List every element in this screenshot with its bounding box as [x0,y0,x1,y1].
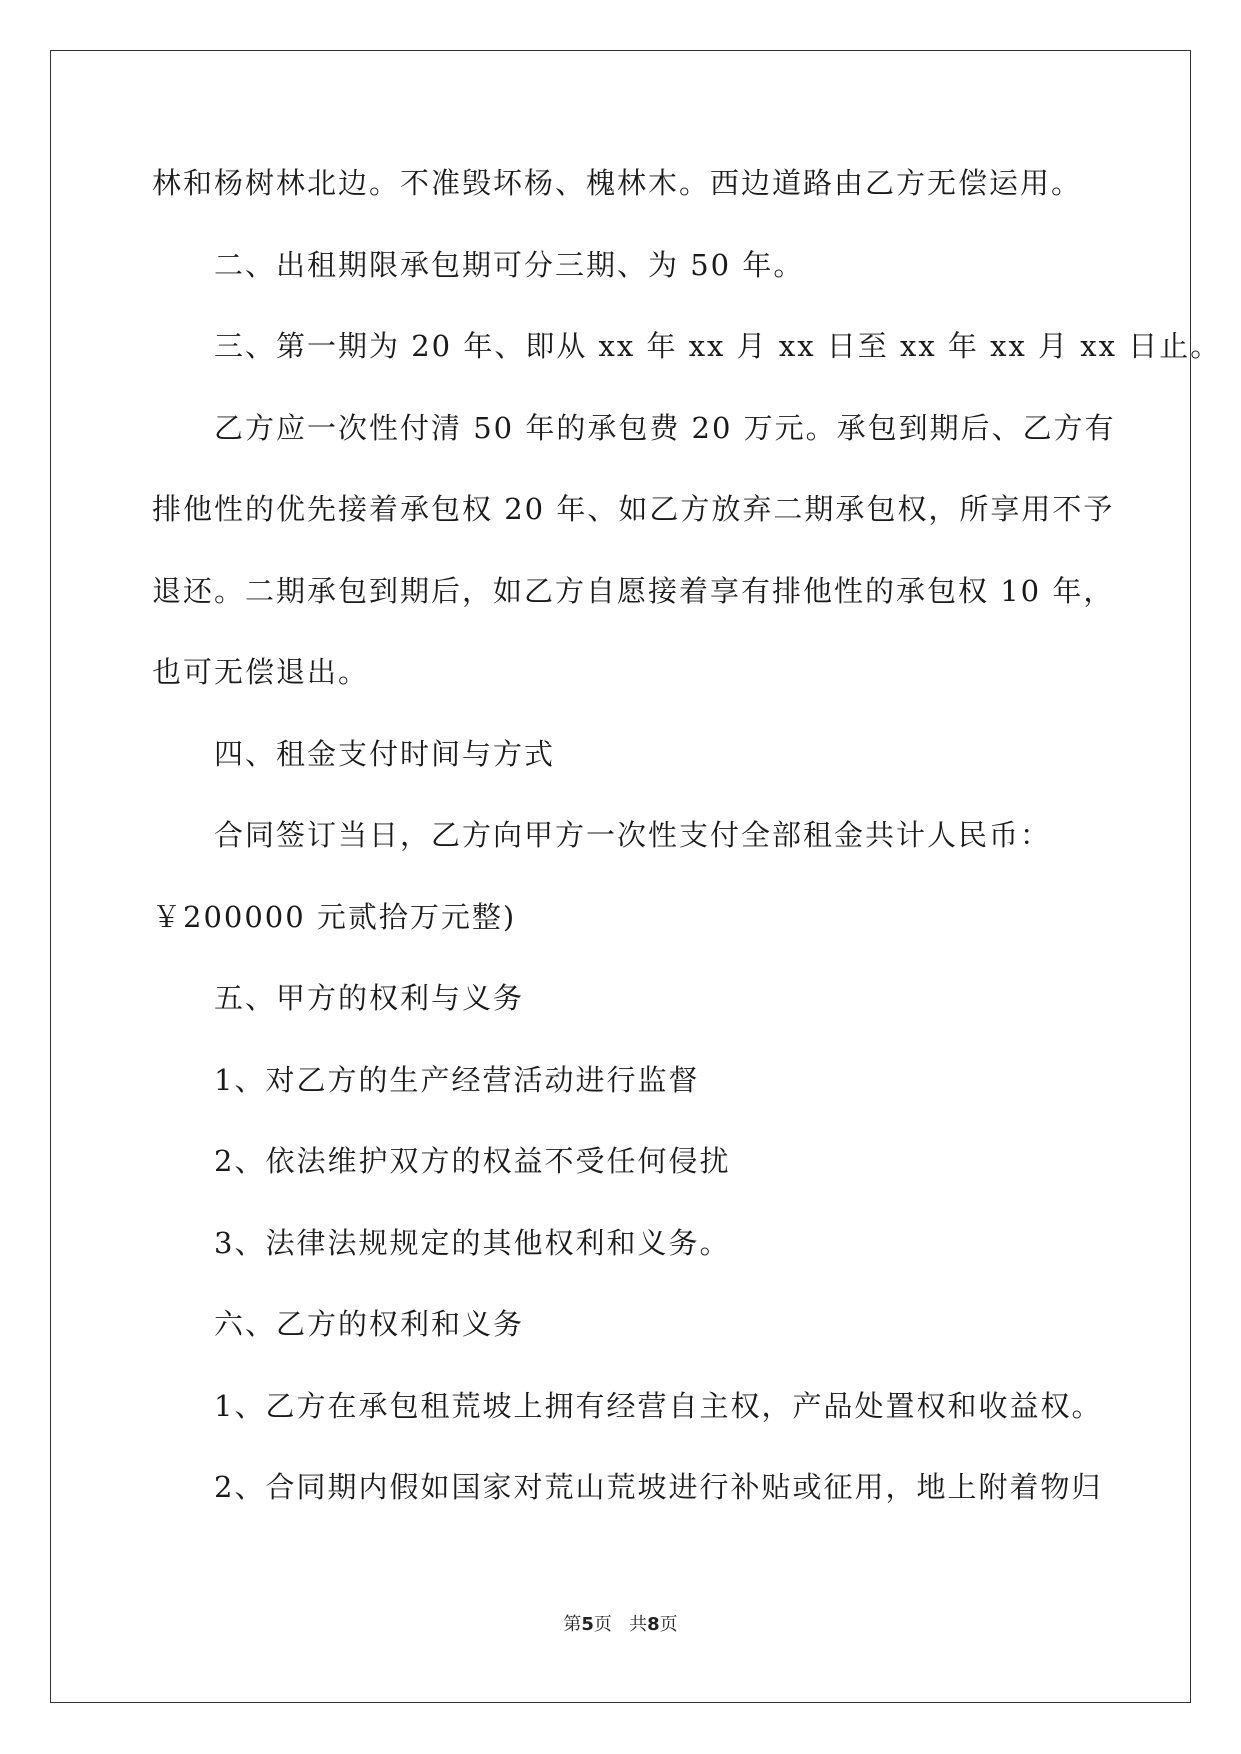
page-footer [0,1610,1241,1636]
paragraph-line: 乙方应一次性付清 50 年的承包费 20 万元。承包到期后、乙方有 [214,410,1116,445]
footer-middle: 页 共 [593,1614,648,1635]
paragraph-line: 退还。二期承包到期后，如乙方自愿接着享有排他性的承包权 10 年， [152,573,1115,608]
total-page-number: 8 [647,1614,660,1635]
paragraph-line: 三、第一期为 20 年、即从 xx 年 xx 月 xx 日至 xx 年 xx 月 xx 日止。 [214,329,1222,363]
paragraph-line: ￥200000 元贰拾万元整) [152,899,517,934]
paragraph-line: 林和杨树林北边。不准毁坏杨、槐林木。西边道路由乙方无偿运用。 [152,166,1083,200]
footer-prefix: 第 [563,1614,582,1635]
section-heading: 四、租金支付时间与方式 [214,736,556,771]
list-item: 3、法律法规规定的其他权利和义务。 [214,1225,731,1260]
document-body [152,160,1222,1546]
footer-suffix: 页 [659,1614,678,1635]
current-page-number: 5 [581,1614,594,1635]
paragraph-line: 二、出租期限承包期可分三期、为 50 年。 [214,247,805,282]
list-item: 2、依法维护双方的权益不受任何侵扰 [214,1144,731,1178]
list-item: 1、乙方在承包租荒坡上拥有经营自主权，产品处置权和收益权。 [214,1388,1103,1423]
list-item: 2、合同期内假如国家对荒山荒坡进行补贴或征用，地上附着物归 [214,1470,1103,1504]
paragraph-line: 合同签订当日，乙方向甲方一次性支付全部租金共计人民币： [214,818,1052,852]
paragraph-line: 排他性的优先接着承包权 20 年、如乙方放弃二期承包权，所享用不予 [152,492,1115,526]
section-heading: 五、甲方的权利与义务 [214,981,525,1015]
paragraph-line: 也可无偿退出。 [152,655,370,689]
section-heading: 六、乙方的权利和义务 [214,1307,525,1341]
list-item: 1、对乙方的生产经营活动进行监督 [214,1062,700,1097]
